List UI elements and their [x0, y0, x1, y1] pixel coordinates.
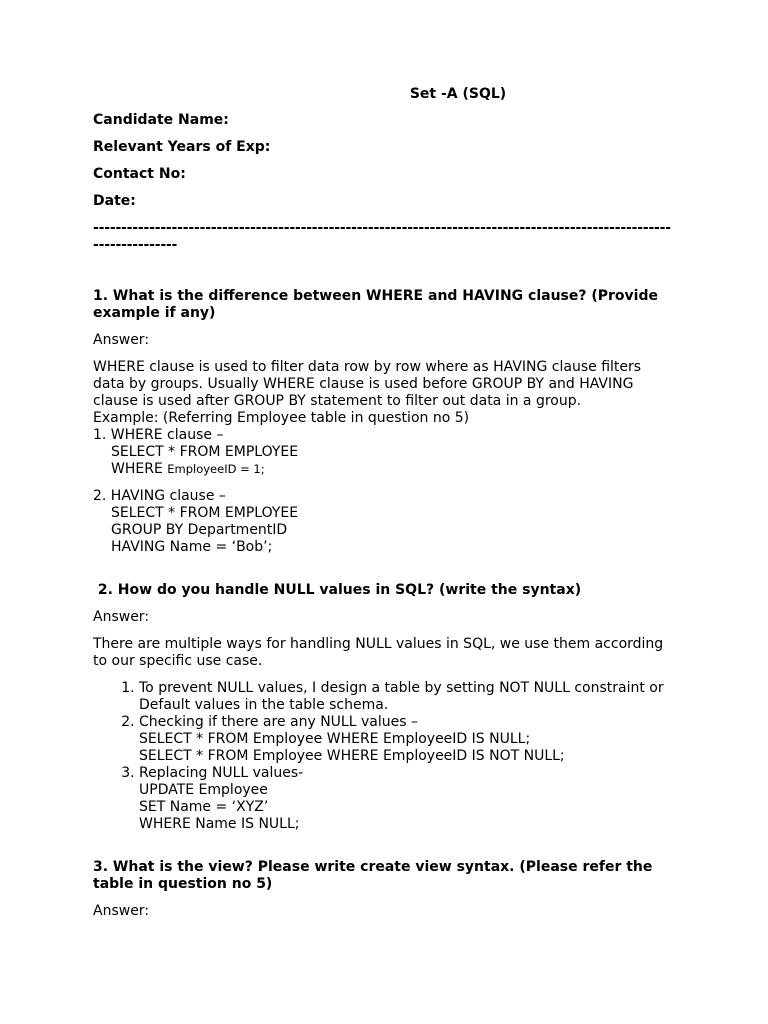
- question-3: 3. What is the view? Please write create view syntax. (Please refer the table in question no 5): [93, 859, 653, 892]
- where-keyword: WHERE: [111, 461, 168, 477]
- list-item: [139, 714, 673, 765]
- answer-label-2: Answer:: [93, 609, 150, 625]
- date-label: Date:: [93, 193, 136, 209]
- candidate-name-label: Candidate Name:: [93, 112, 229, 128]
- list-item: [139, 680, 673, 714]
- answer-label-3: Answer:: [93, 903, 150, 919]
- having-code-1: SELECT * FROM EMPLOYEE: [111, 505, 299, 521]
- document-page: [93, 86, 673, 920]
- experience-label: Relevant Years of Exp:: [93, 139, 271, 155]
- null-handling-list: [93, 680, 673, 833]
- where-code-1: SELECT * FROM EMPLOYEE: [111, 444, 299, 460]
- list-item-code: UPDATE Employee: [139, 782, 268, 798]
- having-heading: 2. HAVING clause –: [93, 488, 226, 504]
- question-2: 2. How do you handle NULL values in SQL? (write the syntax): [93, 582, 582, 598]
- answer-1-example: Example: (Referring Employee table in question no 5): [93, 410, 470, 426]
- contact-label: Contact No:: [93, 166, 186, 182]
- list-item-code: SELECT * FROM Employee WHERE EmployeeID IS NOT NULL;: [139, 748, 565, 764]
- answer-1-paragraph: WHERE clause is used to filter data row by row where as HAVING clause filters data by groups. Usually WHERE clause is used before GROUP BY and HAVING clause is used after GROUP BY statement to filter out data in a group.: [93, 359, 642, 409]
- question-1: 1. What is the difference between WHERE and HAVING clause? (Provide example if any): [93, 288, 658, 321]
- list-item: [139, 765, 673, 833]
- list-item-code: WHERE Name IS NULL;: [139, 816, 300, 832]
- list-item-code: SET Name = ‘XYZ’: [139, 799, 269, 815]
- list-item-text: 2. Checking if there are any NULL values –: [139, 714, 418, 730]
- having-code-2: GROUP BY DepartmentID: [111, 522, 288, 538]
- answer-label-1: Answer:: [93, 332, 150, 348]
- where-condition: EmployeeID = 1;: [167, 462, 265, 476]
- list-item-text: 1. To prevent NULL values, I design a table by setting NOT NULL constraint or Default values in the table schema.: [139, 680, 664, 713]
- where-code-2: [93, 461, 673, 478]
- list-item-text: 3. Replacing NULL values-: [139, 765, 304, 781]
- having-code-3: HAVING Name = ‘Bob’;: [111, 539, 273, 555]
- divider-line: ----------------------------------------------------------------------------------------------------------------------: [93, 220, 671, 253]
- answer-2-intro: There are multiple ways for handling NULL values in SQL, we use them according to our specific use case.: [93, 636, 664, 669]
- list-item-code: SELECT * FROM Employee WHERE EmployeeID IS NULL;: [139, 731, 531, 747]
- where-heading: 1. WHERE clause –: [93, 427, 224, 443]
- document-title: Set -A (SQL): [409, 86, 507, 102]
